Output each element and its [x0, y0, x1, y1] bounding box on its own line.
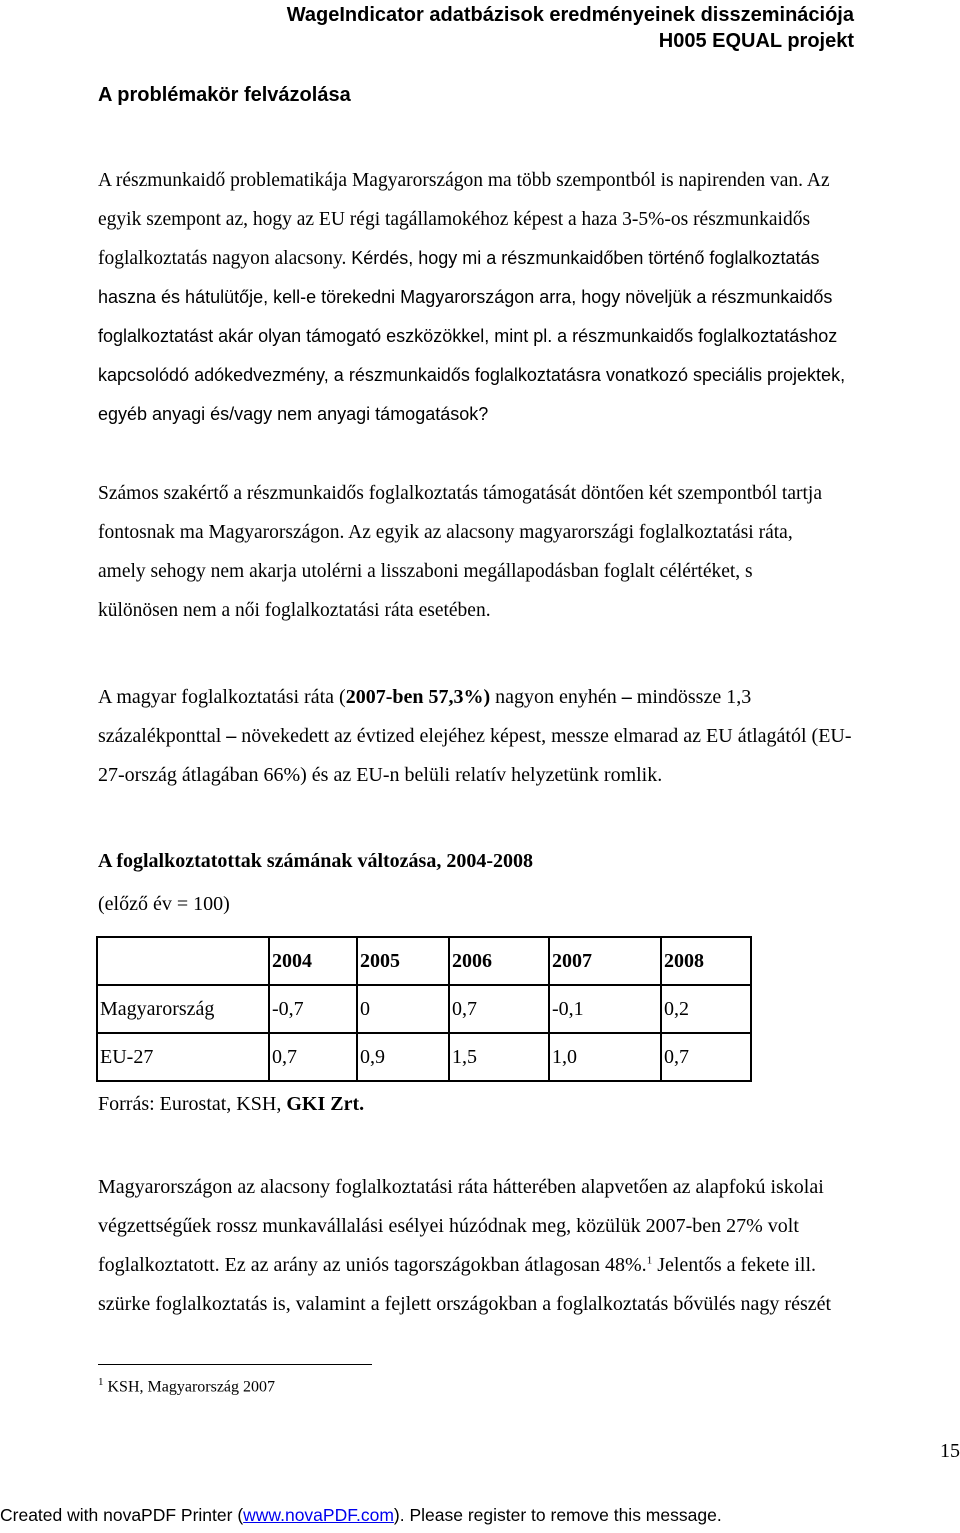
- table-header-cell: 2008: [661, 937, 751, 985]
- table-header-cell: 2004: [269, 937, 357, 985]
- text-line: 27-ország átlagában 66%) és az EU-n belüli relatív helyzetünk romlik.: [98, 764, 663, 786]
- table-cell: -0,1: [549, 985, 661, 1033]
- text-line: [98, 686, 751, 709]
- text-line: A részmunkaidő problematikája Magyarországon ma több szempontból is napirenden van. Az: [98, 170, 830, 191]
- text-span: százalékponttal: [98, 725, 227, 747]
- text-span: foglalkoztatott. Ez az arány az uniós tagországokban átlagosan 48%.: [98, 1254, 647, 1276]
- text-line: fontosnak ma Magyarországon. Az egyik az alacsony magyarországi foglalkoztatási ráta,: [98, 522, 793, 543]
- table-source: [98, 1093, 364, 1116]
- table-cell: 1,0: [549, 1033, 661, 1081]
- footer-text: Created with novaPDF Printer (: [0, 1505, 244, 1525]
- table-row: [97, 1033, 751, 1081]
- table-cell: 0,7: [661, 1033, 751, 1081]
- text-line: [98, 248, 820, 270]
- text-line: végzettségűek rossz munkavállalási esélyei húzódnak meg, közülük 2007-ben 27% volt: [98, 1215, 799, 1237]
- text-span-bold: –: [621, 686, 632, 708]
- text-span: mindössze 1,3: [631, 686, 752, 708]
- table-cell: 0,7: [449, 985, 549, 1033]
- text-span: foglalkoztatás nagyon alacsony.: [98, 248, 347, 269]
- text-span: nagyon enyhén: [490, 686, 622, 708]
- employment-change-table: [96, 936, 752, 1082]
- section-title: A problémakör felvázolása: [98, 84, 351, 106]
- text-line: [98, 1254, 816, 1277]
- table-title: A foglalkoztatottak számának változása, 2004-2008: [98, 850, 533, 872]
- text-span-bold: 2007-ben 57,3%): [345, 686, 491, 708]
- text-line: kapcsolódó adókedvezmény, a részmunkaidős foglalkoztatásra vonatkozó speciális projektek,: [98, 365, 846, 385]
- header-line-1: WageIndicator adatbázisok eredményeinek disszeminációja: [286, 4, 854, 26]
- text-line: szürke foglalkoztatás is, valamint a fejlett országokban a foglalkoztatás bővülés nagy részét: [98, 1293, 832, 1315]
- pdf-watermark-footer: [0, 1505, 722, 1526]
- text-span: növekedett az évtized elejéhez képest, messze elmarad az EU átlagától (EU-: [236, 725, 852, 747]
- text-line: Számos szakértő a részmunkaidős foglalkoztatás támogatását döntően két szempontból tartja: [98, 483, 822, 504]
- text-line: amely sehogy nem akarja utolérni a lisszaboni megállapodásban foglalt célértéket, s: [98, 561, 753, 582]
- text-line: különösen nem a női foglalkoztatási ráta esetében.: [98, 600, 491, 621]
- footnote-number: 1: [98, 1376, 104, 1388]
- text-span: foglalkoztatást akár olyan támogató eszközökkel, mint pl.: [98, 326, 553, 346]
- text-span-bold: –: [226, 725, 237, 747]
- table-row: [97, 985, 751, 1033]
- text-span: a részmunkaidős foglalkoztatáshoz: [557, 326, 838, 346]
- table-header-cell: 2007: [549, 937, 661, 985]
- table-row-label: Magyarország: [97, 985, 269, 1033]
- table-header-cell: 2005: [357, 937, 449, 985]
- table-corner-cell: [97, 937, 269, 985]
- header-line-2: H005 EQUAL projekt: [658, 30, 854, 52]
- footnote-ref: 1: [646, 1254, 653, 1267]
- footer-text: ). Please register to remove this message.: [393, 1505, 722, 1525]
- text-line: haszna és hátulütője, kell-e törekedni Magyarországon arra, hogy növeljük a részmunkaidős: [98, 287, 833, 307]
- table-subtitle: (előző év = 100): [98, 893, 230, 915]
- table-cell: 0: [357, 985, 449, 1033]
- text-line: [98, 326, 837, 348]
- text-line: egyéb anyagi és/vagy nem anyagi támogatások?: [98, 404, 489, 424]
- page-number: 15: [940, 1440, 960, 1462]
- text-line: Magyarországon az alacsony foglalkoztatási ráta hátterében alapvetően az alapfokú iskolai: [98, 1176, 824, 1198]
- table-row-label: EU-27: [97, 1033, 269, 1081]
- footnote-divider: [98, 1364, 372, 1365]
- text-span: Kérdés, hogy mi a részmunkaidőben történő foglalkoztatás: [351, 248, 820, 268]
- text-line: egyik szempont az, hogy az EU régi tagállamokéhoz képest a haza 3-5%-os részmunkaidős: [98, 209, 811, 230]
- table-cell: 0,2: [661, 985, 751, 1033]
- text-span: Jelentős a fekete ill.: [652, 1254, 817, 1276]
- table-header-cell: 2006: [449, 937, 549, 985]
- table-cell: 0,9: [357, 1033, 449, 1081]
- text-line: [98, 725, 852, 748]
- text-span: Forrás: Eurostat, KSH,: [98, 1093, 287, 1115]
- novapdf-link[interactable]: www.novaPDF.com: [243, 1505, 394, 1525]
- footnote-text: KSH, Magyarország 2007: [103, 1378, 276, 1396]
- table-cell: -0,7: [269, 985, 357, 1033]
- text-span-bold: GKI Zrt.: [286, 1093, 365, 1115]
- text-span: A magyar foglalkoztatási ráta (: [98, 686, 346, 708]
- footnote: [98, 1376, 275, 1396]
- table-header-row: [97, 937, 751, 985]
- table-cell: 0,7: [269, 1033, 357, 1081]
- table-cell: 1,5: [449, 1033, 549, 1081]
